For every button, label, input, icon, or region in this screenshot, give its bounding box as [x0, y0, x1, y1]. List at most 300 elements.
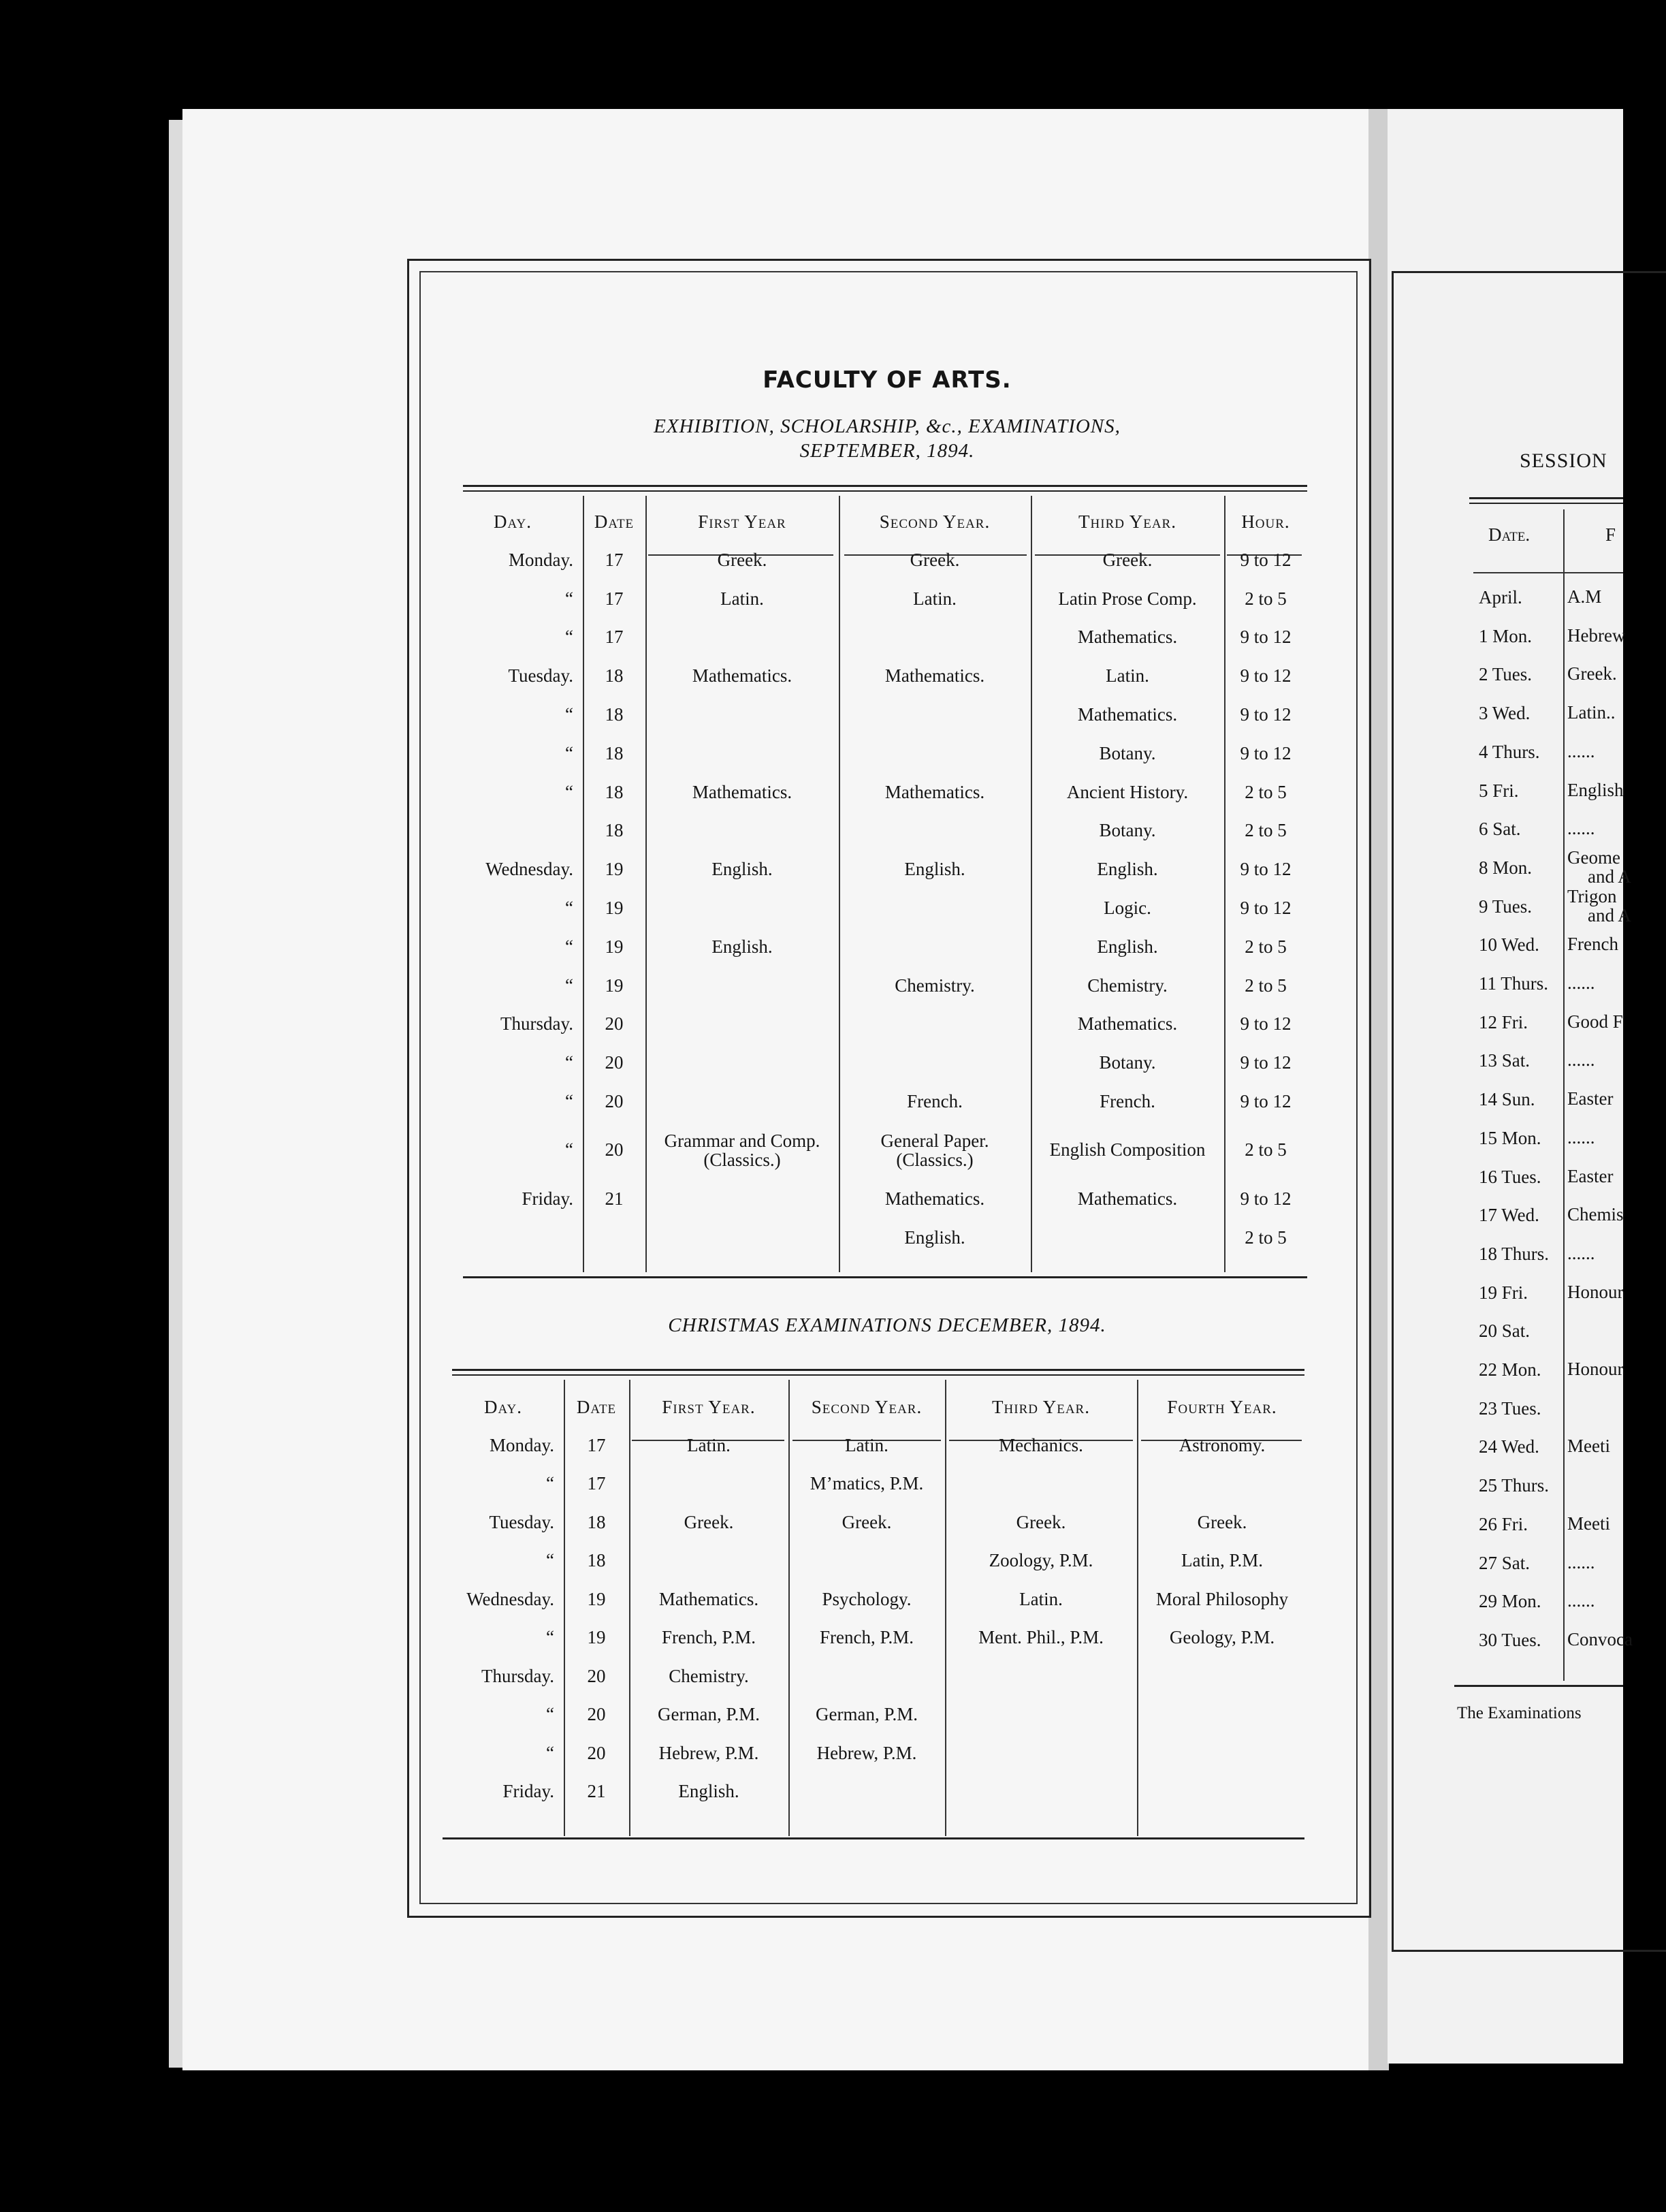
right-row-text	[1567, 1282, 1624, 1301]
cell-day: “	[565, 588, 573, 609]
table-row	[443, 1503, 1307, 1542]
cell-date: 17	[605, 549, 624, 570]
header-third-year: Third Year.	[992, 1396, 1090, 1417]
cell-third-year: Ment. Phil., P.M.	[978, 1627, 1104, 1648]
cell-third-year	[1031, 1218, 1224, 1257]
right-row-text	[1567, 1089, 1613, 1108]
cell-third-year	[945, 1657, 1137, 1696]
cell-date: 19	[605, 859, 624, 880]
right-row-date: 9 Tues.	[1479, 896, 1533, 917]
cell-third-year: Latin Prose Comp.	[1058, 588, 1197, 609]
september-subtitle	[407, 414, 1367, 463]
cell-first-year	[645, 1043, 839, 1082]
right-table-top-rule	[1469, 497, 1623, 504]
right-row-text	[1567, 973, 1595, 992]
right-row-text	[1567, 587, 1601, 606]
header-hour: Hour.	[1241, 511, 1290, 532]
cell-fourth-year: Moral Philosophy	[1155, 1588, 1289, 1609]
cell-date: 20	[587, 1704, 606, 1725]
september-header-row	[443, 503, 1307, 541]
cell-second-year	[788, 1542, 945, 1581]
cell-third-year: Latin.	[1019, 1588, 1063, 1609]
right-row-text	[1567, 1128, 1595, 1147]
cell-third-year: English Composition	[1049, 1139, 1206, 1160]
cell-day: “	[565, 1091, 573, 1112]
cell-third-year: Greek.	[1016, 1511, 1066, 1532]
cell-first-year	[629, 1542, 788, 1581]
cell-first-year: English.	[711, 936, 773, 957]
cell-second-year: Mathematics.	[884, 665, 985, 686]
right-row-date: 19 Fri.	[1479, 1282, 1528, 1303]
right-row-text	[1567, 742, 1595, 761]
cell-hour: 9 to 12	[1240, 1188, 1292, 1209]
cell-first-year	[645, 889, 839, 928]
cell-second-year: Latin.	[845, 1434, 888, 1455]
cell-hour: 9 to 12	[1240, 704, 1292, 725]
cell-first-year: Latin.	[687, 1434, 731, 1455]
cell-day: Monday.	[490, 1434, 554, 1455]
cell-first-year: Mathematics.	[692, 665, 792, 686]
cell-first-year	[645, 695, 839, 734]
cell-third-year: Ancient History.	[1066, 781, 1189, 802]
right-row-date: 1 Mon.	[1479, 625, 1533, 646]
cell-line: Meeti	[1567, 1513, 1610, 1534]
cell-fourth-year: Astronomy.	[1179, 1434, 1266, 1455]
table-row	[443, 657, 1307, 695]
subtitle-line-1: EXHIBITION, SCHOLARSHIP, &c., EXAMINATIONS,	[654, 415, 1121, 437]
cell-day: “	[565, 936, 573, 957]
right-page-footer: The Examinations	[1457, 1704, 1582, 1722]
cell-hour: 2 to 5	[1245, 1139, 1287, 1160]
table-row	[443, 695, 1307, 734]
right-header-underline	[1473, 572, 1623, 573]
cell-second-year: Latin.	[913, 588, 957, 609]
cell-second-year	[839, 1005, 1031, 1044]
cell-line: and A	[1588, 866, 1631, 887]
right-row-text	[1567, 703, 1615, 722]
cell-day: Monday.	[509, 549, 573, 570]
cell-hour: 9 to 12	[1240, 1013, 1292, 1034]
cell-first-year: English.	[711, 859, 773, 880]
cell-third-year: Greek.	[1102, 549, 1153, 570]
right-row-date: 12 Fri.	[1479, 1011, 1528, 1032]
cell-second-year	[788, 1657, 945, 1696]
cell-date: 21	[587, 1781, 606, 1802]
header-first-year: First Year.	[662, 1396, 756, 1417]
cell-second-year	[839, 618, 1031, 657]
cell-third-year: Mathematics.	[1077, 1188, 1178, 1209]
cell-hour: 9 to 12	[1240, 859, 1292, 880]
cell-first-year: Mathematics.	[658, 1588, 759, 1609]
table-row	[443, 966, 1307, 1005]
cell-fourth-year: Greek.	[1197, 1511, 1247, 1532]
right-row-text	[1567, 1553, 1595, 1572]
right-row-text	[1567, 1167, 1613, 1186]
cell-fourth-year: Latin, P.M.	[1181, 1550, 1263, 1571]
cell-day: “	[565, 704, 573, 725]
cell-line: Easter	[1567, 1088, 1614, 1109]
cell-day: Thursday.	[500, 1013, 573, 1034]
right-row-date: 23 Tues.	[1479, 1397, 1541, 1419]
right-row-text	[1567, 887, 1631, 925]
cell-date: 20	[587, 1665, 606, 1686]
cell-day: “	[546, 1742, 554, 1763]
right-row-date: 11 Thurs.	[1479, 973, 1549, 994]
right-row-date: 27 Sat.	[1479, 1552, 1531, 1573]
right-row-text	[1567, 1244, 1595, 1263]
cell-first-year: Chemistry.	[669, 1665, 749, 1686]
christmas-title: CHRISTMAS EXAMINATIONS DECEMBER, 1894.	[668, 1314, 1106, 1336]
table-row	[443, 580, 1307, 618]
right-row-date: 3 Wed.	[1479, 703, 1531, 724]
cell-date: 18	[605, 742, 624, 763]
cell-third-year	[945, 1465, 1137, 1504]
right-row-text	[1567, 1630, 1633, 1649]
cell-line: Honour	[1567, 1359, 1624, 1379]
right-row-date: 22 Mon.	[1479, 1359, 1541, 1380]
cell-date: 20	[605, 1052, 624, 1073]
right-row-text	[1567, 626, 1625, 645]
christmas-schedule-table	[443, 1388, 1307, 1811]
header-first-year: First Year	[698, 511, 786, 532]
cell-third-year: English.	[1097, 859, 1158, 880]
cell-date: 20	[605, 1139, 624, 1160]
table-row	[443, 1773, 1307, 1812]
cell-day: Thursday.	[481, 1665, 554, 1686]
cell-line: (Classics.)	[896, 1149, 974, 1170]
cell-date: 17	[587, 1434, 606, 1455]
cell-first-year: French, P.M.	[661, 1627, 756, 1648]
cell-hour: 9 to 12	[1240, 665, 1292, 686]
cell-first-year: Mathematics.	[692, 781, 792, 802]
cell-day: “	[565, 1052, 573, 1073]
cell-third-year: Mathematics.	[1077, 1013, 1178, 1034]
right-row-date: 13 Sat.	[1479, 1050, 1531, 1071]
cell-line: Hebrew	[1567, 625, 1626, 646]
christmas-header-row	[443, 1388, 1307, 1426]
right-row-date: 15 Mon.	[1479, 1127, 1541, 1148]
cell-first-year	[645, 1082, 839, 1121]
table-row	[443, 734, 1307, 773]
cell-date: 21	[605, 1188, 624, 1209]
table-row	[443, 928, 1307, 966]
cell-line: Chemis	[1567, 1204, 1624, 1225]
cell-first-year	[645, 1180, 839, 1218]
cell-day: “	[546, 1627, 554, 1648]
cell-day: Friday.	[502, 1781, 554, 1802]
cell-hour: 9 to 12	[1240, 549, 1292, 570]
cell-first-year	[645, 734, 839, 773]
cell-date: 19	[605, 936, 624, 957]
cell-line: English	[1567, 779, 1624, 800]
cell-day: “	[546, 1550, 554, 1571]
cell-first-year: English.	[678, 1781, 739, 1802]
header-fourth-year: Fourth Year.	[1167, 1396, 1277, 1417]
cell-third-year: French.	[1100, 1091, 1155, 1112]
header-date: Date	[594, 511, 635, 532]
cell-line: ......	[1567, 1126, 1595, 1148]
cell-second-year	[788, 1773, 945, 1812]
cell-second-year	[839, 1121, 1031, 1180]
cell-hour: 2 to 5	[1245, 588, 1287, 609]
cell-day: “	[565, 975, 573, 996]
cell-second-year: Mathematics.	[884, 781, 985, 802]
cell-second-year: Greek.	[910, 549, 960, 570]
table-row	[443, 1218, 1307, 1257]
cell-line: ......	[1567, 1242, 1595, 1263]
cell-day: “	[546, 1704, 554, 1725]
cell-second-year: French.	[907, 1091, 963, 1112]
cell-date: 17	[605, 627, 624, 648]
cell-third-year: Chemistry.	[1087, 975, 1168, 996]
right-row-date: 8 Mon.	[1479, 857, 1533, 878]
cell-day: Wednesday.	[466, 1588, 554, 1609]
right-row-date: 6 Sat.	[1479, 819, 1521, 840]
cell-fourth-year	[1137, 1465, 1307, 1504]
right-row-text	[1567, 780, 1624, 800]
header-day: Day.	[494, 511, 532, 532]
cell-line: Meeti	[1567, 1436, 1610, 1457]
header-second-year: Second Year.	[879, 511, 991, 532]
table-row	[443, 1082, 1307, 1121]
table-row	[443, 1696, 1307, 1735]
cell-day: Tuesday.	[508, 665, 573, 686]
cell-line: Easter	[1567, 1165, 1614, 1186]
cell-date: 18	[587, 1511, 606, 1532]
cell-line: ......	[1567, 1551, 1595, 1573]
cell-day: “	[565, 781, 573, 802]
cell-date: 20	[605, 1013, 624, 1034]
right-row-text	[1567, 1012, 1623, 1031]
cell-line: and A	[1588, 904, 1631, 926]
right-row-date: 14 Sun.	[1479, 1089, 1535, 1110]
right-row-text	[1567, 819, 1595, 838]
cell-fourth-year	[1137, 1734, 1307, 1773]
cell-third-year	[945, 1696, 1137, 1735]
christmas-table-bottom-rule	[443, 1837, 1304, 1839]
header-second-year: Second Year.	[811, 1396, 923, 1417]
cell-hour: 2 to 5	[1245, 1227, 1287, 1248]
cell-second-year: Psychology.	[822, 1588, 912, 1609]
cell-hour: 2 to 5	[1245, 936, 1287, 957]
cell-second-year: English.	[904, 1227, 965, 1248]
cell-date: 17	[587, 1473, 606, 1494]
cell-day: “	[565, 1139, 573, 1160]
right-row-date: April.	[1479, 587, 1522, 607]
cell-date: 18	[605, 781, 624, 802]
cell-hour: 2 to 5	[1245, 820, 1287, 841]
cell-date: 20	[605, 1091, 624, 1112]
cell-line: French	[1567, 934, 1618, 955]
september-table-top-rule	[463, 485, 1307, 492]
cell-hour: 9 to 12	[1240, 1091, 1292, 1112]
cell-third-year: Mechanics.	[999, 1434, 1083, 1455]
cell-line: Honour	[1567, 1281, 1624, 1302]
header-third-year: Third Year.	[1078, 511, 1176, 532]
cell-second-year	[839, 812, 1031, 851]
cell-hour: 2 to 5	[1245, 975, 1287, 996]
header-day: Day.	[484, 1396, 522, 1417]
cell-second-year: Greek.	[842, 1511, 892, 1532]
right-row-date: 25 Thurs.	[1479, 1475, 1550, 1496]
table-row	[443, 1619, 1307, 1658]
cell-day: “	[565, 627, 573, 648]
cell-hour: 9 to 12	[1240, 1052, 1292, 1073]
cell-first-year: Hebrew, P.M.	[658, 1742, 759, 1763]
cell-second-year: Chemistry.	[895, 975, 975, 996]
cell-hour: 2 to 5	[1245, 781, 1287, 802]
cell-line: ......	[1567, 818, 1595, 839]
cell-date: 19	[587, 1627, 606, 1648]
cell-second-year	[839, 928, 1031, 966]
cell-third-year: Mathematics.	[1077, 627, 1178, 648]
table-row	[443, 541, 1307, 580]
table-row	[443, 1542, 1307, 1581]
cell-line: ......	[1567, 1590, 1595, 1611]
right-row-date: 18 Thurs.	[1479, 1243, 1550, 1264]
cell-date: 18	[605, 820, 624, 841]
right-row-text	[1567, 848, 1631, 886]
table-row	[443, 1580, 1307, 1619]
cell-day: Tuesday.	[489, 1511, 554, 1532]
cell-third-year: Botany.	[1099, 742, 1156, 763]
right-row-text	[1567, 664, 1617, 683]
table-row	[443, 1426, 1307, 1465]
cell-line: General Paper.	[880, 1130, 989, 1151]
cell-second-year: English.	[904, 859, 965, 880]
cell-date: 19	[605, 975, 624, 996]
cell-second-year: Mathematics.	[884, 1188, 985, 1209]
right-row-text	[1567, 1359, 1624, 1378]
table-row	[443, 1657, 1307, 1696]
table-row	[443, 850, 1307, 889]
cell-first-year: German, P.M.	[658, 1704, 760, 1725]
cell-first-year	[645, 618, 839, 657]
right-row-date: 29 Mon.	[1479, 1591, 1541, 1612]
right-page-border	[1392, 271, 1666, 1952]
cell-day	[443, 1218, 583, 1257]
table-row	[443, 1043, 1307, 1082]
cell-second-year	[839, 1043, 1031, 1082]
right-row-text	[1567, 1205, 1624, 1224]
september-table-bottom-rule	[463, 1276, 1307, 1278]
right-row-date: 10 Wed.	[1479, 934, 1539, 955]
cell-hour: 9 to 12	[1240, 627, 1292, 648]
right-row-date: 17 Wed.	[1479, 1205, 1539, 1226]
cell-day: “	[546, 1473, 554, 1494]
right-row-date: 5 Fri.	[1479, 780, 1519, 801]
right-page-title: SESSION	[1520, 449, 1607, 472]
cell-third-year	[945, 1773, 1137, 1812]
cell-line: (Classics.)	[703, 1149, 781, 1170]
cell-line: Grammar and Comp.	[664, 1130, 820, 1151]
cell-line: Greek.	[1567, 663, 1617, 684]
cell-third-year: Logic.	[1104, 898, 1151, 919]
cell-line: ......	[1567, 973, 1595, 993]
right-row-text	[1567, 1050, 1595, 1069]
table-row	[443, 618, 1307, 657]
right-row-date: 2 Tues.	[1479, 664, 1533, 685]
cell-date: 18	[587, 1550, 606, 1571]
cell-day: Friday.	[522, 1188, 573, 1209]
cell-day: Wednesday.	[485, 859, 573, 880]
cell-third-year	[945, 1734, 1137, 1773]
right-row-text	[1567, 1514, 1610, 1533]
subtitle-line-2: SEPTEMBER, 1894.	[799, 440, 975, 462]
cell-fourth-year: Geology, P.M.	[1169, 1627, 1275, 1648]
cell-line: Convoca	[1567, 1628, 1633, 1649]
table-row	[443, 1734, 1307, 1773]
cell-date: 19	[605, 898, 624, 919]
cell-line: Good F	[1567, 1011, 1623, 1032]
table-row	[443, 1180, 1307, 1218]
right-row-text	[1567, 1436, 1610, 1455]
cell-second-year	[839, 734, 1031, 773]
cell-first-year: Greek.	[684, 1511, 734, 1532]
cell-fourth-year	[1137, 1773, 1307, 1812]
cell-date: 18	[605, 704, 624, 725]
right-header-partial: F	[1605, 524, 1616, 545]
right-row-date: 16 Tues.	[1479, 1166, 1541, 1187]
september-schedule-table	[443, 503, 1307, 1257]
cell-day	[443, 812, 583, 851]
cell-second-year: German, P.M.	[816, 1704, 918, 1725]
cell-third-year: Mathematics.	[1077, 704, 1178, 725]
cell-line: A.M	[1567, 586, 1602, 607]
cell-third-year: Botany.	[1099, 820, 1156, 841]
header-date: Date	[576, 1396, 617, 1417]
cell-first-year: Greek.	[717, 549, 767, 570]
cell-line: Latin..	[1567, 702, 1616, 723]
cell-line: ......	[1567, 740, 1595, 761]
cell-first-year	[645, 1121, 839, 1180]
christmas-table-top-rule	[452, 1369, 1304, 1376]
cell-second-year: M’matics, P.M.	[810, 1473, 924, 1494]
cell-first-year	[645, 966, 839, 1005]
table-row	[443, 889, 1307, 928]
cell-hour: 9 to 12	[1240, 742, 1292, 763]
cell-third-year: Botany.	[1099, 1052, 1156, 1073]
cell-first-year	[629, 1465, 788, 1504]
right-row-date: 24 Wed.	[1479, 1436, 1539, 1457]
cell-third-year: Zoology, P.M.	[989, 1550, 1093, 1571]
cell-line: ......	[1567, 1049, 1595, 1071]
table-row	[443, 773, 1307, 812]
cell-first-year	[645, 1218, 839, 1257]
cell-line: Trigon	[1567, 885, 1617, 906]
table-row	[443, 1121, 1307, 1180]
table-row	[443, 1005, 1307, 1044]
cell-third-year: Latin.	[1106, 665, 1149, 686]
table-row	[443, 812, 1307, 851]
cell-line: Geome	[1567, 847, 1620, 868]
cell-hour: 9 to 12	[1240, 898, 1292, 919]
right-col-divider	[1563, 509, 1565, 1681]
right-row-date: 20 Sat.	[1479, 1321, 1531, 1342]
cell-date: 20	[587, 1742, 606, 1763]
cell-first-year	[645, 1005, 839, 1044]
cell-second-year	[839, 695, 1031, 734]
cell-first-year: Latin.	[720, 588, 764, 609]
right-table-bottom-rule	[1454, 1685, 1623, 1687]
cell-third-year: English.	[1097, 936, 1158, 957]
cell-fourth-year	[1137, 1696, 1307, 1735]
cell-day: “	[565, 898, 573, 919]
book-gutter	[1368, 109, 1389, 2070]
cell-second-year: Hebrew, P.M.	[816, 1742, 917, 1763]
cell-first-year	[645, 812, 839, 851]
cell-second-year	[839, 889, 1031, 928]
